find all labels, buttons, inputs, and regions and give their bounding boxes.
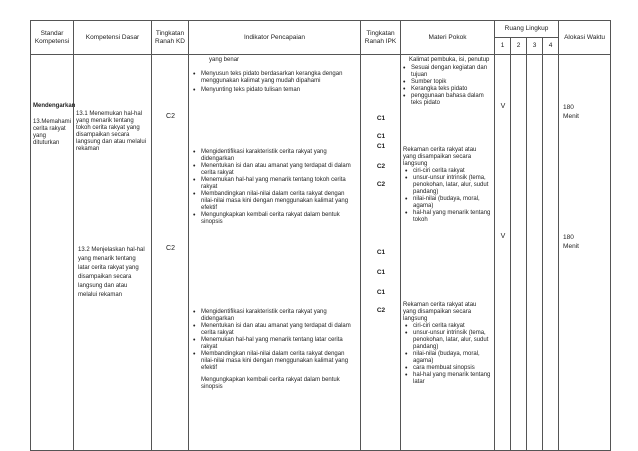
ipk-5: C2 bbox=[376, 181, 386, 188]
cell-rl-3 bbox=[527, 55, 543, 451]
list-item: • Mengidentifikasi karakteristik cerita rakyat yang didengarkan bbox=[193, 309, 357, 323]
ipk-8: C1 bbox=[376, 289, 386, 296]
indikator-group-3 bbox=[193, 309, 357, 372]
header-indikator: Indikator Pencapaian bbox=[189, 21, 361, 55]
list-item: • Menentukan isi dan atau amanat yang terdapat di dalam cerita rakyat bbox=[193, 163, 357, 177]
cell-tingkatan-kd bbox=[152, 55, 189, 451]
alokasi-2: 180 Menit bbox=[563, 234, 579, 250]
list-item: • Membandingkan nilai-nilai dalam cerita rakyat dengan nilai-nilai masa kini dengan menggunakan kalimat yang efektif bbox=[193, 351, 357, 372]
list-item: • ciri-ciri cerita rakyat bbox=[405, 323, 491, 330]
ipk-7: C1 bbox=[376, 269, 386, 276]
ipk-1: C1 bbox=[376, 115, 386, 122]
header-standar: Standar Kompetensi bbox=[31, 21, 74, 55]
header-tingkatan-ipk: Tingkatan Ranah IPK bbox=[361, 21, 401, 55]
cell-rl-2 bbox=[511, 55, 527, 451]
list-item: • hal-hal yang menarik tentang latar bbox=[405, 372, 491, 386]
list-item: • Mengidentifikasi karakteristik cerita rakyat yang didengarkan bbox=[193, 149, 357, 163]
list-item: • penggunaan bahasa dalam teks pidato bbox=[403, 93, 491, 107]
list-item: • ciri-ciri cerita rakyat bbox=[405, 168, 491, 175]
standar-item: 13.Memahami cerita rakyat yang dituturkan bbox=[33, 119, 72, 146]
competency-table bbox=[30, 20, 611, 451]
list-item: • Menemukan hal-hal yang menarik tentang latar cerita rakyat bbox=[193, 337, 357, 351]
materi-2-list bbox=[405, 168, 491, 224]
cell-materi bbox=[401, 55, 495, 451]
indikator-group-3-tail: Mengungkapkan kembali cerita rakyat dalam bentuk sinopsis bbox=[201, 377, 340, 390]
header-kompetensi-dasar: Kompetensi Dasar bbox=[74, 21, 152, 55]
list-item: • Menemukan hal-hal yang menarik tentang tokoh cerita rakyat bbox=[193, 177, 357, 191]
materi-1-list bbox=[403, 65, 491, 107]
ipk-3: C1 bbox=[376, 143, 386, 150]
kd-2-level: C2 bbox=[166, 245, 175, 252]
cell-tingkatan-ipk bbox=[361, 55, 401, 451]
alokasi-1: 180 Menit bbox=[563, 104, 579, 120]
list-item: • Kerangka teks pidato bbox=[403, 86, 491, 93]
cell-rl-1 bbox=[495, 55, 511, 451]
ipk-4: C2 bbox=[376, 163, 386, 170]
list-item: • nilai-nilai (budaya, moral, agama) bbox=[405, 351, 491, 365]
cell-rl-4 bbox=[543, 55, 559, 451]
materi-1-intro: Kalimat pembuka, isi, penutup bbox=[409, 57, 490, 63]
rl-check-1: V bbox=[500, 103, 506, 110]
list-item: • nilai-nilai (budaya, moral, agama) bbox=[405, 196, 491, 210]
header-ruang-lingkup: Ruang Lingkup bbox=[495, 21, 559, 38]
materi-2-intro: Rekaman cerita rakyat atau yang disampaikan secara langsung bbox=[403, 147, 477, 167]
header-rl-1: 1 bbox=[495, 38, 511, 55]
kd-1-level: C2 bbox=[166, 113, 175, 120]
ipk-2: C1 bbox=[376, 133, 386, 140]
cell-kompetensi-dasar bbox=[74, 55, 152, 451]
indikator-group-2 bbox=[193, 149, 357, 226]
list-item: • unsur-unsur intrinsik (tema, penokohan, latar, alur, sudut pandang) bbox=[405, 330, 491, 351]
indikator-top: yang benar bbox=[209, 57, 240, 63]
kd-2: 13.2 Menjelaskan hal-hal yang menarik tentang latar cerita rakyat yang disampaikan secara langsung dan atau melalui rekaman bbox=[78, 247, 145, 298]
list-item: • Menentukan isi dan atau amanat yang terdapat di dalam cerita rakyat bbox=[193, 323, 357, 337]
indikator-group-1 bbox=[193, 71, 353, 94]
ipk-6: C1 bbox=[376, 249, 386, 256]
cell-indikator bbox=[189, 55, 361, 451]
header-rl-2: 2 bbox=[511, 38, 527, 55]
standar-title: Mendengarkan bbox=[33, 103, 76, 109]
list-item: • Mengungkapkan kembali cerita rakyat dalam bentuk sinopsis bbox=[193, 212, 357, 226]
cell-standar bbox=[31, 55, 74, 451]
header-rl-4: 4 bbox=[543, 38, 559, 55]
header-alokasi: Alokasi Waktu bbox=[559, 21, 611, 55]
list-item: • Membandingkan nilai-nilai dalam cerita rakyat dengan nilai-nilai masa kini dengan menggunakan kalimat yang efektif bbox=[193, 191, 357, 212]
rl-check-2: V bbox=[500, 233, 506, 240]
header-rl-3: 3 bbox=[527, 38, 543, 55]
list-item: • unsur-unsur intrinsik (tema, penokohan, latar, alur, sudut pandang) bbox=[405, 175, 491, 196]
materi-3-intro: Rekaman cerita rakyat atau yang disampaikan secara langsung bbox=[403, 302, 477, 322]
header-tingkatan-kd: Tingkatan Ranah KD bbox=[152, 21, 189, 55]
list-item: • Sesuai dengan kegiatan dan tujuan bbox=[403, 65, 491, 79]
kd-1: 13.1 Menemukan hal-hal yang menarik tentang tokoh cerita rakyat yang disampaikan secara langsung dan atau melalui rekaman bbox=[76, 111, 147, 152]
list-item: • cara membuat sinopsis bbox=[405, 365, 491, 372]
list-item: • Sumber topik bbox=[403, 79, 491, 86]
list-item: • Menyunting teks pidato tulisan teman bbox=[193, 87, 353, 94]
list-item: • Menyusun teks pidato berdasarkan kerangka dengan menggunakan kalimat yang mudah dipahami bbox=[193, 71, 353, 85]
cell-alokasi bbox=[559, 55, 611, 451]
list-item: • hal-hal yang menarik tentang tokoh bbox=[405, 210, 491, 224]
ipk-9: C2 bbox=[376, 307, 386, 314]
competency-table-frame bbox=[30, 20, 610, 451]
header-materi: Materi Pokok bbox=[401, 21, 495, 55]
materi-3-list bbox=[405, 323, 491, 386]
